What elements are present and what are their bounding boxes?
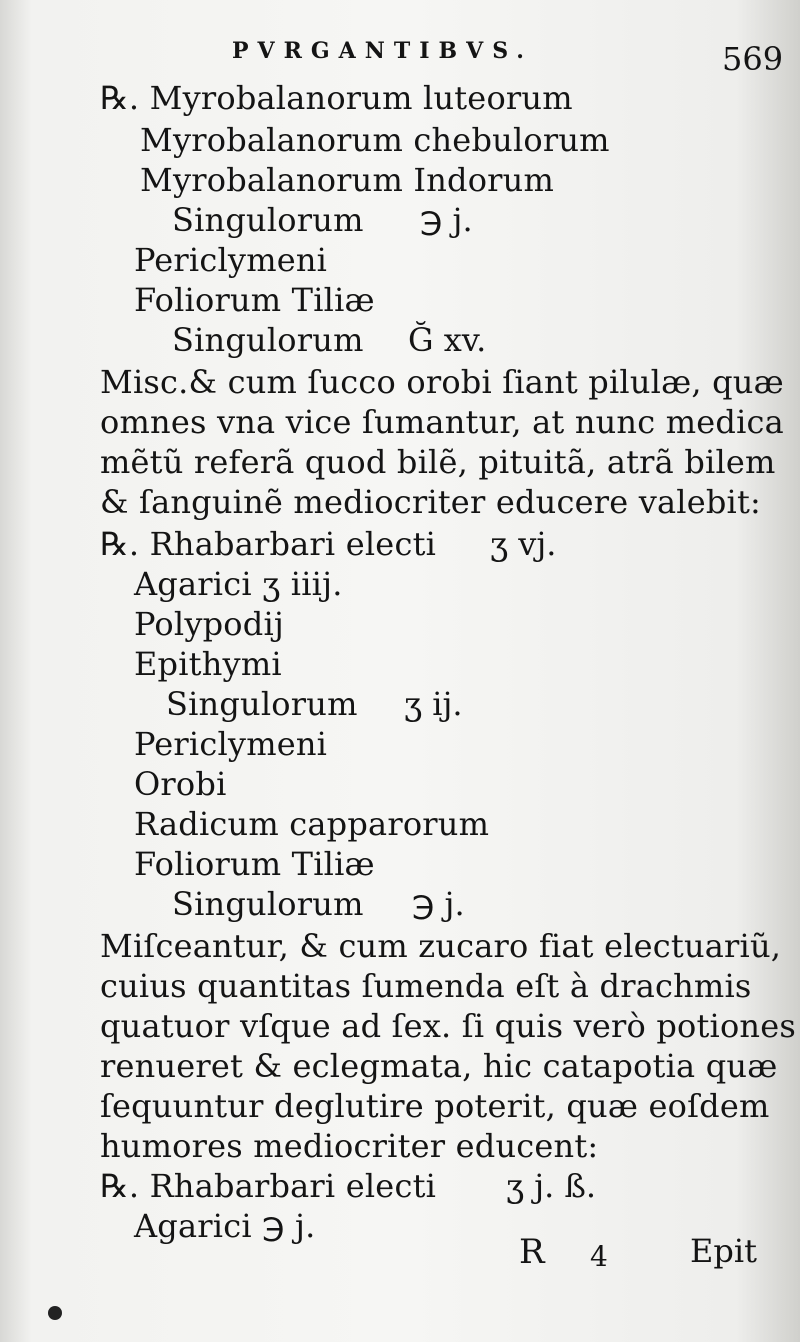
text-line: Epithymi [134, 645, 282, 683]
text-line: Polypodij [134, 605, 285, 643]
dosage: ℈ j. [420, 201, 473, 239]
text-line: Miſceantur, & cum zucaro fiat electuariũ, [100, 927, 782, 965]
dosage: Ğ xv. [408, 321, 487, 359]
text-line: Periclymeni [134, 241, 328, 279]
text-line: renueret & eclegmata, hic catapotia quæ [100, 1047, 778, 1085]
catchword: Epit [690, 1232, 757, 1270]
text-line: mẽtũ referã quod bilẽ, pituitã, atrã bilem [100, 443, 776, 481]
text-line: Foliorum Tiliæ [134, 845, 375, 883]
text-line: Myrobalanorum Indorum [140, 161, 555, 199]
dosage: ʒ j. ß. [506, 1167, 597, 1205]
text-line: Orobi [134, 765, 227, 803]
text-line: Foliorum Tiliæ [134, 281, 375, 319]
text-line: ℞. Myrobalanorum luteorum [100, 79, 573, 117]
text-line: ℞. Rhabarbari electi [100, 525, 437, 563]
text-line: Agarici ℈ j. [134, 1207, 316, 1245]
text-line: cuius quantitas ſumenda eſt à drachmis [100, 967, 752, 1005]
text-line: Singulorum [172, 885, 364, 923]
ink-spot [48, 1306, 62, 1320]
text-line: Singulorum [172, 201, 364, 239]
dosage: ʒ ij. [404, 685, 463, 723]
text-line: Radicum capparorum [134, 805, 490, 843]
dosage: ℈ j. [412, 885, 465, 923]
page-number: 569 [722, 40, 784, 78]
text-line: ℞. Rhabarbari electi [100, 1167, 437, 1205]
signature-mark: R [519, 1232, 545, 1272]
text-line: Singulorum [166, 685, 358, 723]
text-line: humores mediocriter educent: [100, 1127, 599, 1165]
text-line: quatuor vſque ad ſex. ſi quis verò potiones [100, 1007, 797, 1045]
signature-number: 4 [590, 1240, 608, 1273]
text-line: & ſanguinẽ mediocriter educere valebit: [100, 483, 762, 521]
text-line: Myrobalanorum chebulorum [140, 121, 610, 159]
running-head: PVRGANTIBVS. [232, 38, 533, 64]
dosage: ʒ vj. [490, 525, 557, 563]
text-line: Misc.& cum ſucco orobi ſiant pilulæ, quæ [100, 363, 784, 401]
text-line: Singulorum [172, 321, 364, 359]
text-line: Agarici ʒ iiij. [134, 565, 343, 603]
text-line: ſequuntur deglutire poterit, quæ eoſdem [100, 1087, 770, 1125]
text-line: omnes vna vice ſumantur, at nunc medica [100, 403, 784, 441]
text-line: Periclymeni [134, 725, 328, 763]
